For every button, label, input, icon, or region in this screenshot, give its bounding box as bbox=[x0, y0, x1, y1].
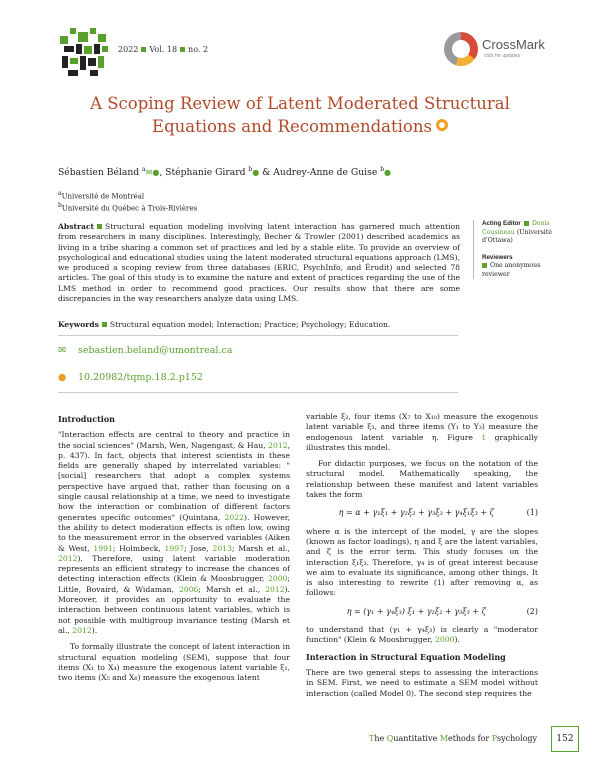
crossmark-icon bbox=[444, 32, 478, 66]
paragraph: variable ξ₂, four items (X₇ to X₁₀) measure the exogenous latent variable ξ₃, and three items (Y₁ to Y₃) measure the endogenous latent variable η. Figure 1 graphically illustrates this model. bbox=[306, 412, 538, 452]
issue-volume: Vol. 18 bbox=[149, 45, 178, 54]
body-column-right bbox=[306, 412, 538, 705]
paragraph: "Interaction effects are central to theory and practice in the social sciences" (Marsh, Wen, Nagengast, & Hau, 2012, p. 437). In fact, objects that interest scientists in these fields are generally shaped by interrelated variables: "[social] researchers that adopt a complex systems perspective have argued that, rather than focusing on a single causal relationship at a time, we need to investigate how the interaction or combination of different factors generates specific outcomes" (Quintana, 2022). However, the ability to detect moderation effects is often low, owing to the measurement error in the observed variables (Aiken & West, 1991; Holmbeck, 1997; Jose, 2013; Marsh et al., 2012). Therefore, using latent variable moderation represents an efficient strategy to increase the chances of detecting interaction effects (Klein & Moosbrugger, 2000; Little, Bovaird, & Widaman, 2006; Marsh et al., 2012). Moreover, it provides an opportunity to evaluate the interaction between continuous latent variables, which is not possible with multigroup invariance testing (Marsh et al., 2012). bbox=[58, 430, 290, 635]
author-list: Sébastien Béland $^a$✉●, Stéphanie Girard $^b$● & Audrey-Anne de Guise $^b$● bbox=[58, 166, 392, 179]
paragraph: to understand that (γ₁ + γ₄ξ₃) is clearly a "moderator function" (Klein & Moosbrugger, 2000). bbox=[306, 625, 538, 645]
journal-footer: The Quantitative Methods for Psychology bbox=[369, 734, 538, 743]
section-heading: Introduction bbox=[58, 414, 115, 424]
author-name: Sébastien Béland bbox=[58, 167, 140, 179]
divider bbox=[58, 392, 458, 393]
doi-icon: ● bbox=[58, 372, 67, 383]
author-name: Stéphanie Girard bbox=[165, 167, 246, 179]
citation-link[interactable]: 2012 bbox=[265, 584, 285, 594]
divider bbox=[58, 335, 458, 336]
orcid-icon[interactable]: ● bbox=[252, 168, 260, 178]
contact-email-row bbox=[58, 345, 233, 356]
acting-editor-affiliation: (Université d'Ottawa) bbox=[482, 228, 552, 244]
crossmark-sublabel: click for updates bbox=[484, 53, 521, 59]
citation-link[interactable]: 2012 bbox=[72, 625, 92, 635]
open-access-icon bbox=[436, 119, 448, 131]
citation-link[interactable]: 2006 bbox=[178, 584, 199, 594]
affiliation: $^a$Université de Montréal bbox=[58, 190, 145, 201]
body-column-left bbox=[58, 414, 290, 689]
acting-editor-name[interactable]: Denis Cousineau bbox=[482, 220, 550, 236]
reviewers-text: One anonymous reviewer bbox=[482, 262, 541, 278]
journal-issue-line bbox=[118, 45, 208, 54]
affiliations bbox=[58, 189, 197, 214]
doi-link[interactable]: 10.20982/tqmp.18.2.p152 bbox=[78, 372, 203, 383]
keywords bbox=[58, 320, 460, 330]
citation-link[interactable]: 2022 bbox=[224, 512, 244, 522]
crossmark-badge[interactable] bbox=[444, 32, 554, 68]
author-name: Audrey-Anne de Guise bbox=[273, 167, 378, 179]
orcid-icon[interactable]: ● bbox=[152, 168, 160, 178]
abstract-label: Abstract bbox=[58, 222, 95, 231]
paragraph: To formally illustrate the concept of latent interaction in structural equation modeling (SEM), suppose that four items (X₁ to X₄) measure the exogenous latent variable ξ₁, two items (X₅ and X₆) measure the exogenous latent bbox=[58, 642, 290, 683]
editor-sidebar bbox=[473, 220, 564, 279]
keywords-label: Keywords bbox=[58, 320, 99, 329]
citation-link[interactable]: 2012 bbox=[58, 553, 78, 563]
equation-2: η = (γ₁ + γ₄ξ₃) ξ₁ + γ₂ξ₂ + γ₃ξ₃ + ζ (2) bbox=[346, 606, 538, 616]
journal-logo bbox=[60, 28, 108, 76]
issue-year: 2022 bbox=[118, 45, 139, 54]
paragraph: There are two general steps to assessing the interactions in SEM. First, we need to estimate a SEM model without interaction (called Model 0). The second step requires the bbox=[306, 667, 538, 698]
orcid-icon[interactable]: ● bbox=[384, 168, 392, 178]
paragraph: For didactic purposes, we focus on the notation of the structural model. Mathematically speaking, the relationship between these manifest and latent variables takes the form bbox=[306, 459, 538, 500]
reviewers-label: Reviewers bbox=[482, 253, 513, 261]
page-number: 152 bbox=[551, 726, 579, 752]
email-icon[interactable]: ✉ bbox=[145, 168, 153, 178]
paragraph: where α is the intercept of the model, γ are the slopes (known as factor loadings), η and ξ are the latent variables, and ζ is the error term. This study focuses on the interaction ξ₁ξ₃. Therefore, γ₄ is of great interest because we aim to evaluate its significance, among other things. It is also interesting to rewrite (1) after removing α, as follows: bbox=[306, 526, 538, 598]
doi-row bbox=[58, 372, 203, 383]
figure-link[interactable]: 1 bbox=[481, 432, 487, 442]
citation-link[interactable]: 1991 bbox=[93, 543, 113, 553]
abstract bbox=[58, 222, 460, 304]
abstract-text: Structural equation modeling involving latent interaction has garnered much attention from researchers in many disciplines. Interestingly, Becher & Trowler (2001) described academics as living in a tribe sharing a common set of practices and led by a stable elite. To provide an overview of psychological and educational studies using the latent moderated structural equations approach (LMS), we produced a scoping review from three databases (ERIC, PsychInfo, and Érudit) and selected 78 articles. The goal of this study is to examine the nature and extent of practices regarding the use of the LMS method in order to recommend good practices. Our results show that there are some discrepancies in the way researchers analyze data using LMS. bbox=[58, 222, 460, 304]
citation-link[interactable]: 2000 bbox=[267, 574, 288, 584]
issue-number: no. 2 bbox=[188, 45, 209, 54]
paper-title-text: A Scoping Review of Latent Moderated Structural Equations and Recommendations bbox=[90, 94, 510, 136]
keywords-text: Structural equation model; Interaction; Practice; Psychology; Education. bbox=[109, 320, 391, 329]
crossmark-label: CrossMark bbox=[482, 37, 545, 52]
author-sup: b bbox=[248, 166, 253, 173]
citation-link[interactable]: 2000 bbox=[435, 635, 455, 645]
acting-editor-label: Acting Editor bbox=[482, 220, 521, 227]
citation-link[interactable]: 2012 bbox=[268, 440, 288, 450]
paper-title bbox=[60, 92, 540, 138]
citation-link[interactable]: 1997 bbox=[164, 543, 184, 553]
author-sup: a bbox=[142, 166, 146, 173]
affiliation: $^b$Université du Québec à Trois-Rivières bbox=[58, 202, 198, 213]
contact-email-link[interactable]: sebastien.beland@umontreal.ca bbox=[78, 345, 233, 356]
author-sup: b bbox=[380, 166, 385, 173]
email-icon: ✉ bbox=[58, 345, 66, 356]
citation-link[interactable]: 2013 bbox=[212, 543, 232, 553]
equation-1: η = α + γ₁ξ₁ + γ₂ξ₂ + γ₃ξ₃ + γ₄ξ₁ξ₃ + ζ (1) bbox=[338, 508, 538, 518]
section-heading: Interaction in Structural Equation Modeling bbox=[306, 651, 506, 662]
